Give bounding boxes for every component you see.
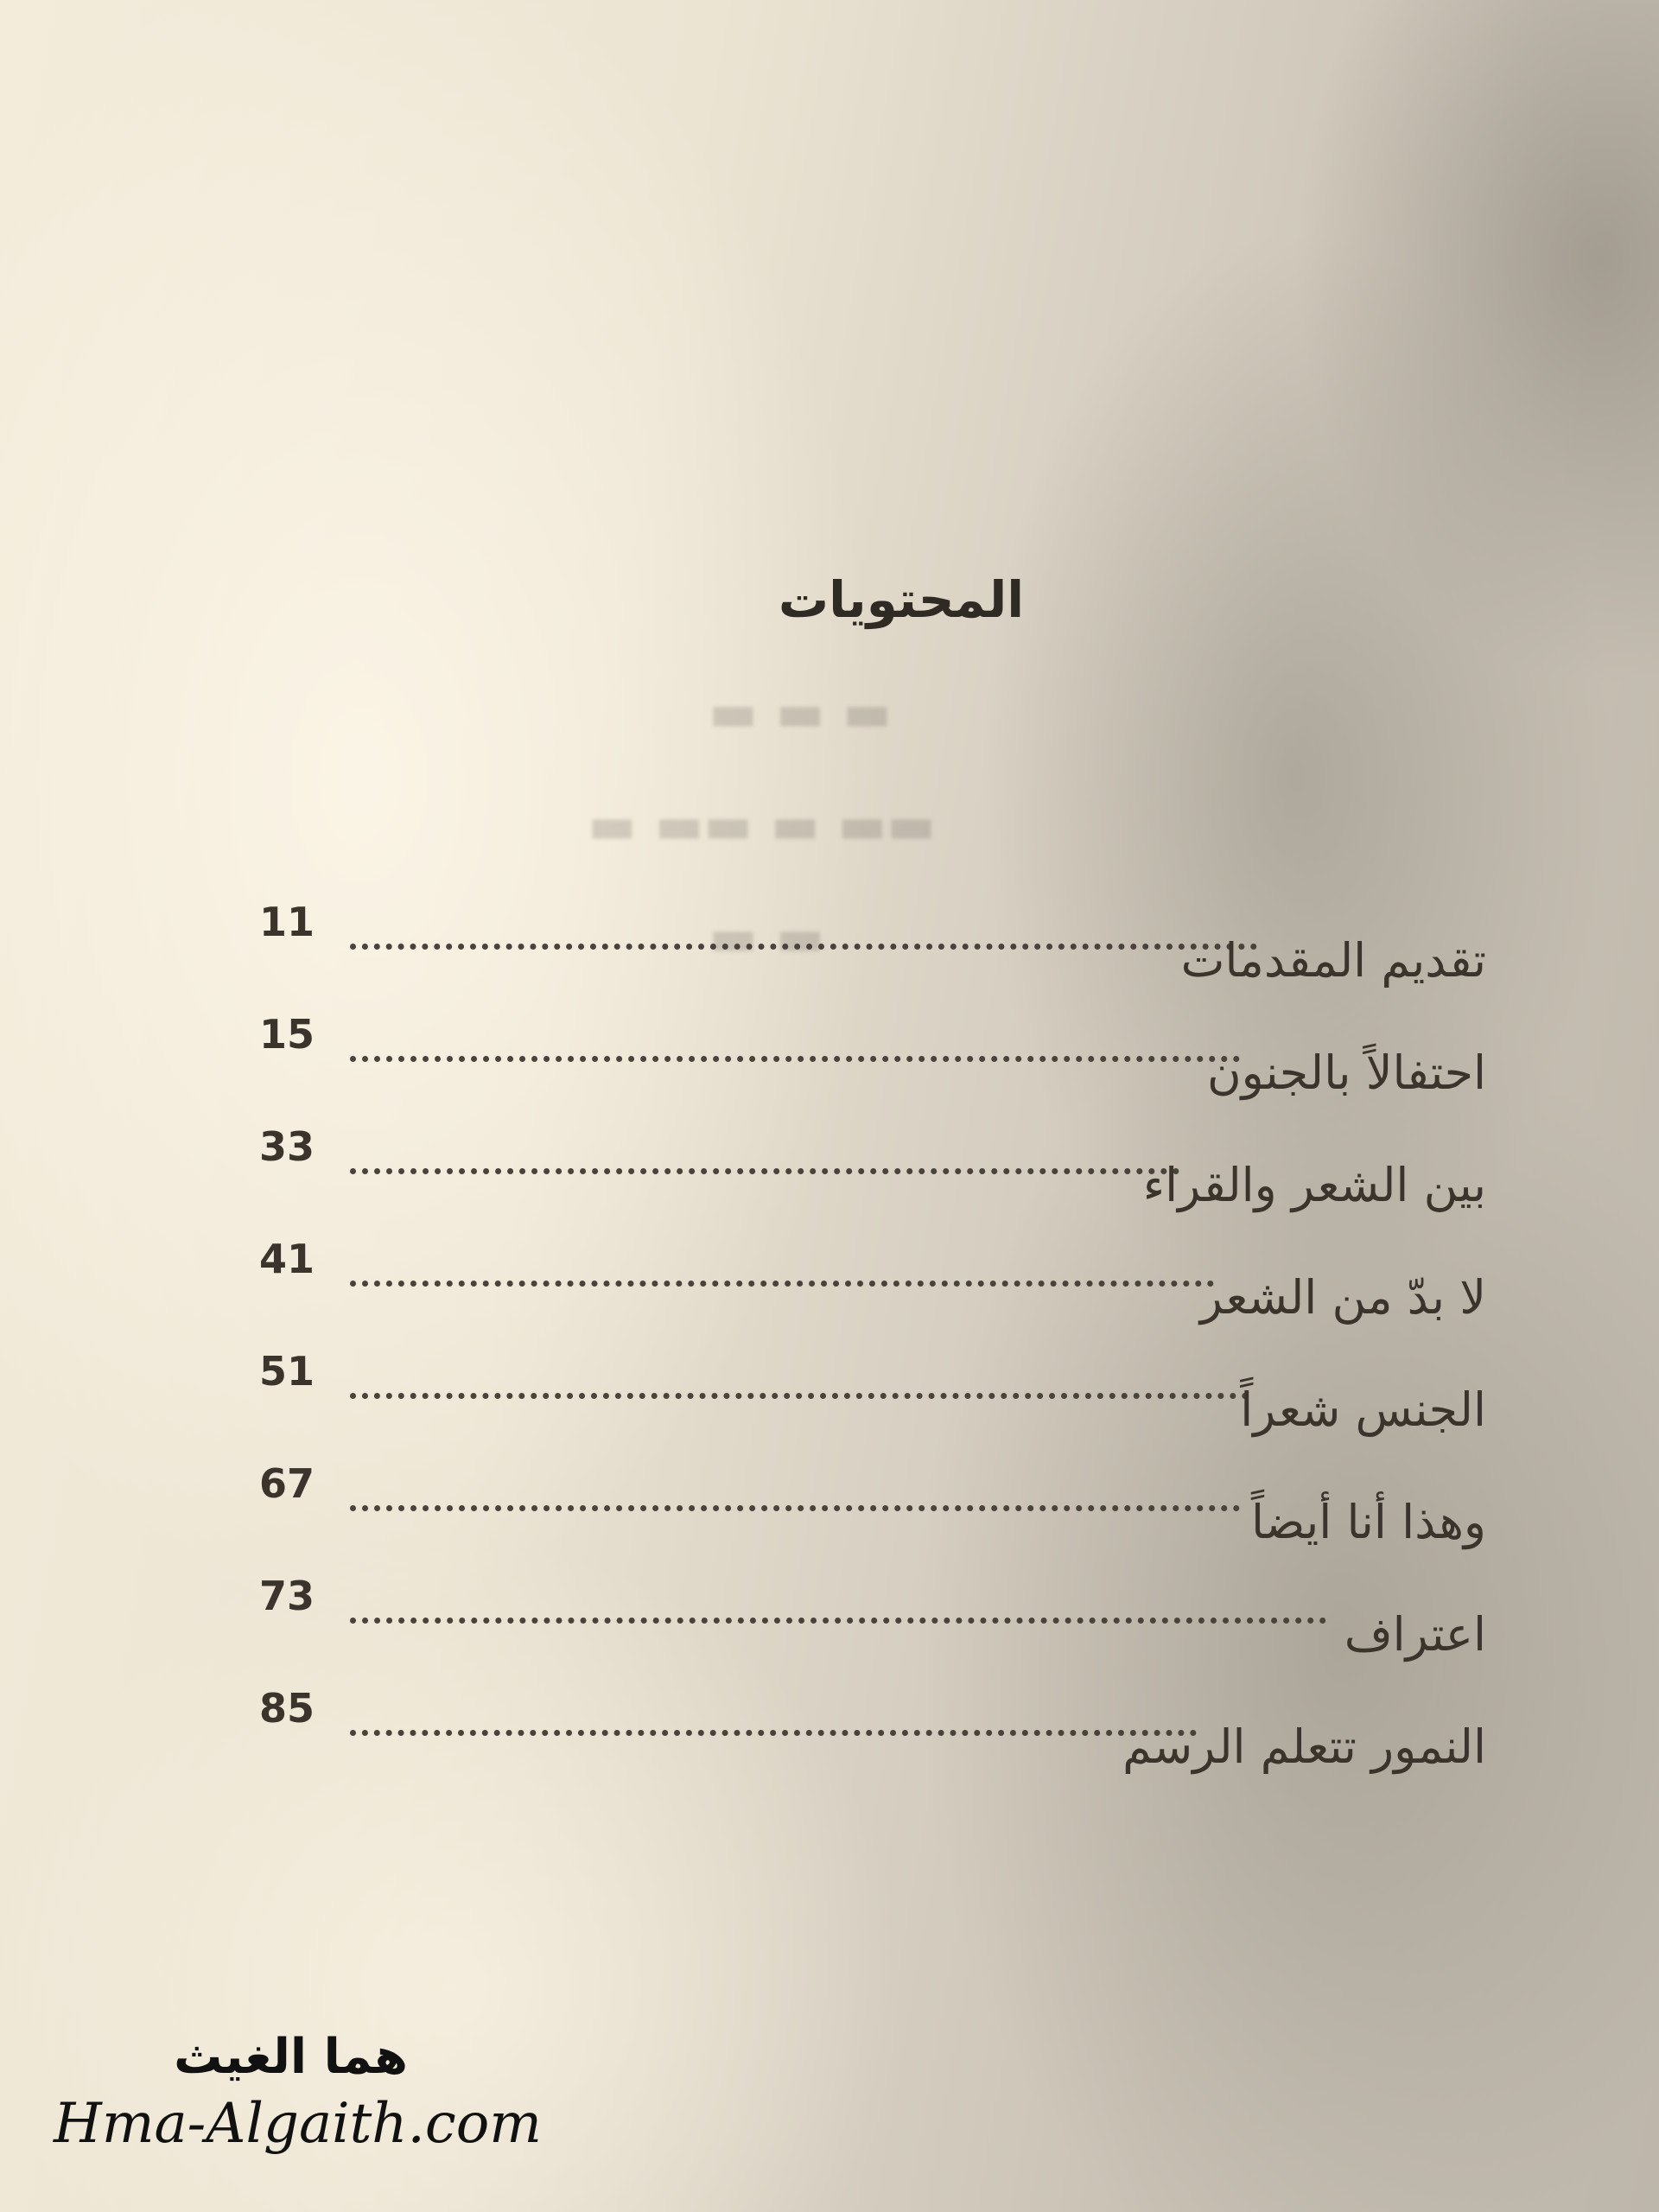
show-through-text: ▬ ▬ ▬ [709, 683, 892, 743]
toc-entry-page-number: 67 [259, 1460, 315, 1507]
contents-heading: المحتويات [778, 570, 1025, 629]
toc-dot-leader [350, 1471, 1240, 1511]
toc-entry [259, 1123, 1486, 1236]
toc-dot-leader [350, 1583, 1326, 1624]
toc-entry-page-number: 85 [259, 1685, 315, 1732]
show-through-text: ▬ ▬ [709, 907, 825, 968]
toc-entry [259, 1460, 1486, 1573]
toc-entry-page-number: 15 [259, 1011, 315, 1058]
toc-entry-title: لا بدّ من الشعر [1199, 1270, 1486, 1325]
toc-entry [259, 1011, 1486, 1123]
toc-entry-title: تقديم المقدمات [1180, 933, 1486, 988]
toc-dot-leader [350, 1021, 1240, 1062]
show-through-text: ▬▬ ▬ ▬▬ ▬ [588, 795, 936, 855]
toc-entry [259, 1348, 1486, 1460]
toc-entry [259, 899, 1486, 1011]
toc-dot-leader [350, 909, 1257, 950]
toc-entry-page-number: 41 [259, 1236, 315, 1282]
toc-dot-leader [350, 1358, 1249, 1399]
toc-dot-leader [350, 1695, 1197, 1736]
toc-entry-page-number: 33 [259, 1123, 315, 1170]
toc-dot-leader [350, 1246, 1214, 1287]
toc-entry-title: النمور تتعلم الرسم [1122, 1719, 1486, 1774]
toc-entry-page-number: 73 [259, 1573, 315, 1619]
table-of-contents [259, 899, 1486, 1797]
toc-entry-page-number: 11 [259, 899, 315, 945]
toc-entry-title: بين الشعر والقراء [1142, 1158, 1486, 1212]
toc-entry-title: اعتراف [1344, 1607, 1486, 1662]
toc-entry [259, 1685, 1486, 1797]
watermark-arabic-name: هما الغيث [174, 2029, 408, 2085]
site-watermark [54, 2029, 572, 2156]
toc-entry-title: احتفالاً بالجنون [1206, 1046, 1486, 1100]
toc-entry-title: وهذا أنا أيضاً [1250, 1495, 1486, 1549]
toc-entry [259, 1236, 1486, 1348]
watermark-url: Hma-Algaith.com [54, 2092, 542, 2156]
toc-entry-title: الجنس شعراً [1240, 1382, 1486, 1437]
toc-dot-leader [350, 1134, 1179, 1174]
toc-entry-page-number: 51 [259, 1348, 315, 1395]
toc-entry [259, 1573, 1486, 1685]
